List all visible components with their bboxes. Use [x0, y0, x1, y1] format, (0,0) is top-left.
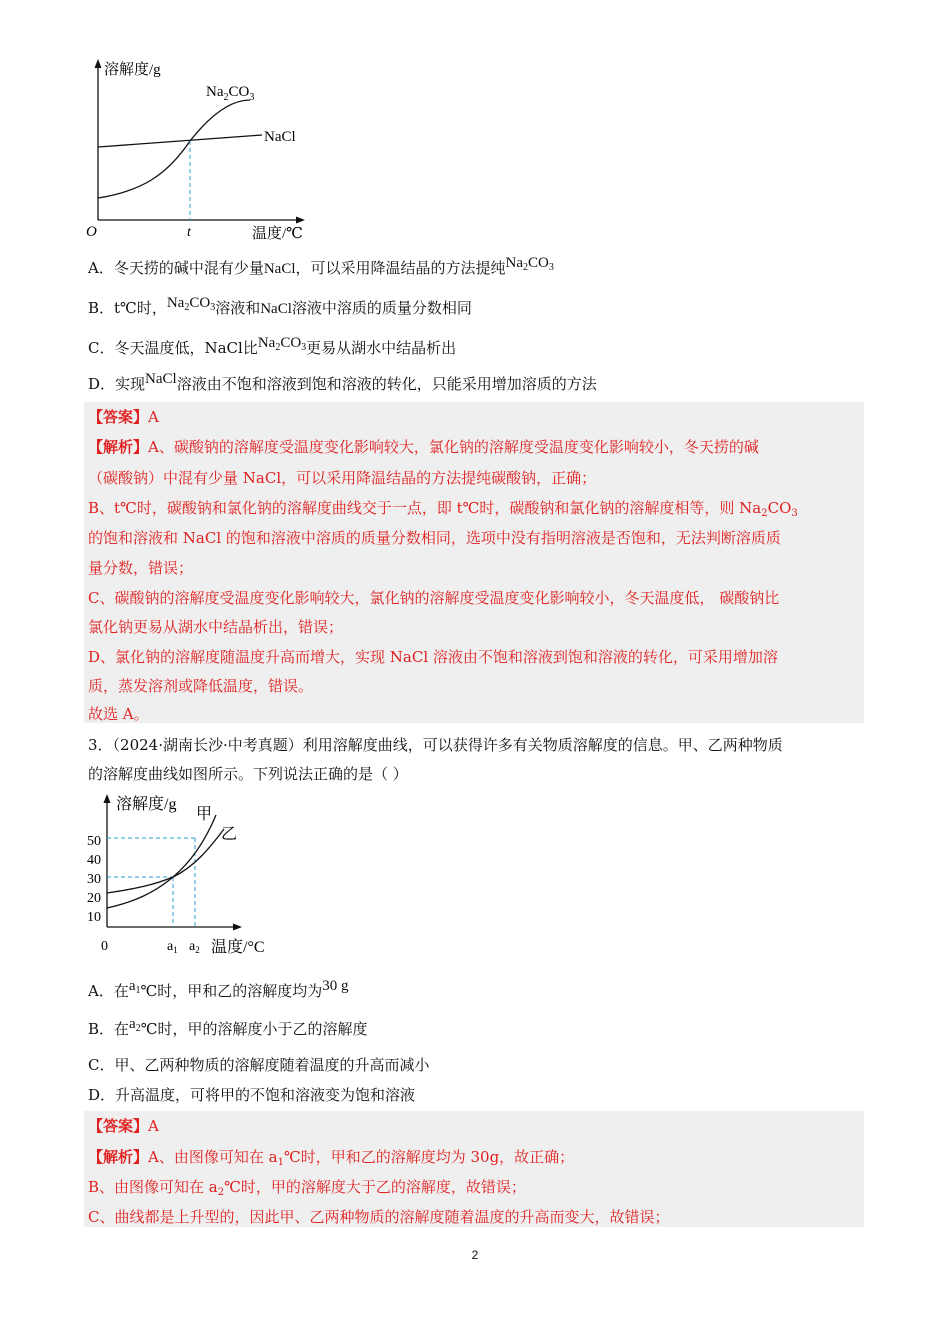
q3-option-b: B．在$a_2℃$时，甲的溶解度小于乙的溶解度	[88, 1016, 368, 1038]
y-axis-label: 溶解度/g	[116, 796, 177, 813]
q2-option-a: A．冬天捞的碱中混有少量NaCl，可以采用降温结晶的方法提纯$Na_2CO_3$	[88, 255, 554, 277]
q2-option-c: C．冬天温度低，NaCl比$Na_2CO_3$更易从湖水中结晶析出	[88, 335, 457, 357]
q2-analysis-c2: 氯化钠更易从湖水中结晶析出，错误；	[88, 618, 344, 636]
q3-analysis-b: B、由图像可知在 $a_2℃$时，甲的溶解度大于乙的溶解度，故错误；	[88, 1178, 526, 1198]
y-tick-30: 30	[87, 872, 101, 887]
nacl-label: NaCl	[264, 129, 296, 145]
q2-analysis-d2: 质，蒸发溶剂或降低温度，错误。	[88, 677, 314, 695]
q2-option-d: D．实现NaCl溶液由不饱和溶液到饱和溶液的转化，只能采用增加溶质的方法	[88, 371, 597, 393]
origin-label: O	[86, 224, 97, 240]
q2-conclusion: 故选 A。	[88, 705, 149, 723]
y-tick-10: 10	[87, 910, 101, 925]
q3-stem-line2: 的溶解度曲线如图所示。下列说法正确的是（ ）	[88, 765, 408, 783]
q2-analysis-a2: （碳酸钠）中混有少量 NaCl，可以采用降温结晶的方法提纯碳酸钠，正确；	[88, 469, 597, 487]
x-axis-arrow	[233, 924, 242, 931]
na2co3-curve	[98, 100, 250, 198]
chart-nacl-na2co3	[82, 55, 332, 245]
q3-option-c: C．甲、乙两种物质的溶解度随着温度的升高而减小	[88, 1056, 430, 1074]
x-axis-label: 温度/°C	[211, 939, 265, 956]
q2-option-b: B．t℃时，$Na_2CO_3$溶液和NaCl溶液中溶质的质量分数相同	[88, 295, 472, 317]
origin-label: 0	[101, 939, 108, 954]
q3-analysis-a: 【解析】A、由图像可知在 $a_1℃$时，甲和乙的溶解度均为 30g，故正确；	[88, 1148, 575, 1168]
na2co3-label: $Na_2CO_3$	[206, 84, 255, 103]
q3-option-d: D．升高温度，可将甲的不饱和溶液变为饱和溶液	[88, 1086, 416, 1104]
q2-analysis-b1: B、t℃时，碳酸钠和氯化钠的溶解度曲线交于一点，即 t℃时，碳酸钠和氯化钠的溶解度相等，则 $Na_2CO_3$	[88, 499, 798, 519]
q2-analysis-b2: 的饱和溶液和 NaCl 的饱和溶液中溶质的质量分数相同，选项中没有指明溶液是否饱和，无法判断溶质质	[88, 529, 781, 547]
x-tick-t: t	[187, 225, 191, 240]
y-tick-40: 40	[87, 853, 101, 868]
q3-analysis-c: C、曲线都是上升型的，因此甲、乙两种物质的溶解度随着温度的升高而变大，故错误；	[88, 1208, 670, 1226]
y-axis-label: 溶解度/g	[104, 62, 161, 78]
nacl-curve	[98, 135, 262, 147]
chart-jia-yi	[84, 787, 284, 967]
jia-curve	[107, 815, 216, 908]
q3-stem-line1: 3．（2024·湖南长沙·中考真题）利用溶解度曲线，可以获得许多有关物质溶解度的信息。甲、乙两种物质	[88, 736, 783, 754]
x-axis-label: 温度/℃	[252, 226, 303, 242]
yi-label: 乙	[221, 826, 238, 843]
y-tick-20: 20	[87, 891, 101, 906]
x-tick-a2: $a_2$	[189, 939, 200, 955]
q2-analysis-b3: 量分数，错误；	[88, 559, 194, 577]
jia-label: 甲	[196, 806, 213, 823]
y-tick-50: 50	[87, 834, 101, 849]
x-axis-arrow	[296, 217, 305, 224]
q2-analysis-c1: C、碳酸钠的溶解度受温度变化影响较大，氯化钠的溶解度受温度变化影响较小，冬天温度低， 碳酸钠比	[88, 589, 780, 607]
y-axis-arrow	[95, 59, 102, 68]
q2-answer: 【答案】A	[88, 408, 159, 426]
y-axis-arrow	[104, 794, 111, 803]
q3-option-a: A．在$a_1℃$时，甲和乙的溶解度均为30 g	[88, 978, 349, 1000]
q2-analysis-d1: D、氯化钠的溶解度随温度升高而增大，实现 NaCl 溶液由不饱和溶液到饱和溶液的转化，可采用增加溶	[88, 648, 778, 666]
q3-answer: 【答案】A	[88, 1117, 159, 1135]
q2-analysis-a1: 【解析】A、碳酸钠的溶解度受温度变化影响较大，氯化钠的溶解度受温度变化影响较小，冬天捞的碱	[88, 438, 759, 456]
page-number: 2	[471, 1248, 479, 1262]
x-tick-a1: $a_1$	[167, 939, 178, 955]
